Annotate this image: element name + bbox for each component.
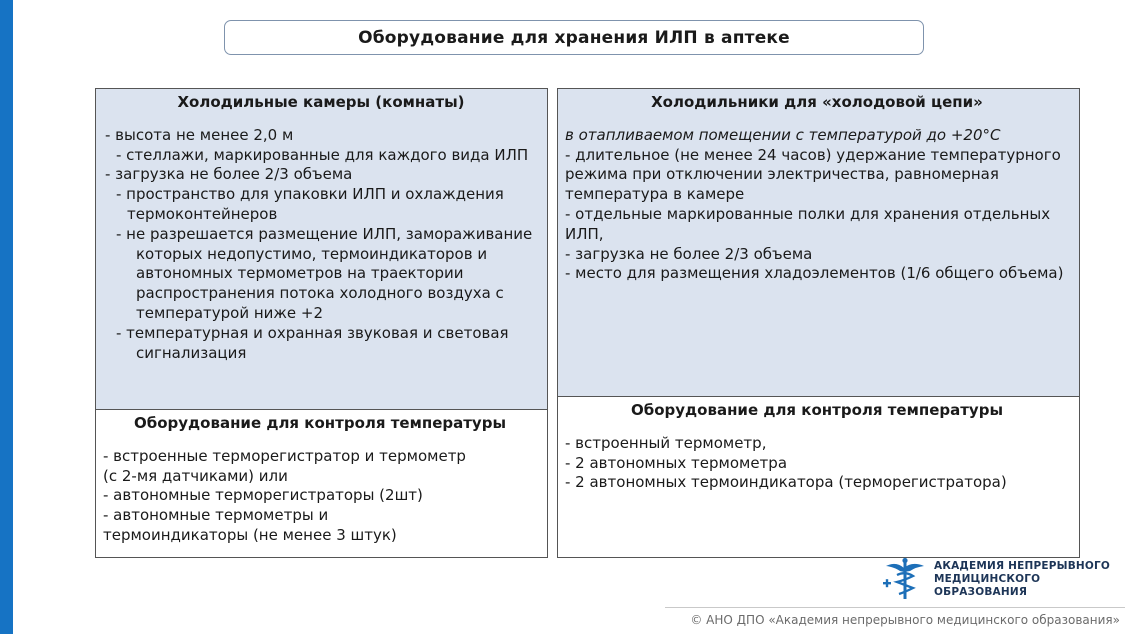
cold-chain-intro: в отапливаемом помещении с температурой до +20°С bbox=[565, 125, 1001, 144]
footer-copyright: © АНО ДПО «Академия непрерывного медицинского образования» bbox=[690, 613, 1120, 627]
logo-line-2: МЕДИЦИНСКОГО ОБРАЗОВАНИЯ bbox=[934, 572, 1041, 598]
cold-chain-fridges-panel bbox=[557, 88, 1080, 398]
cold-rooms-control-list bbox=[103, 447, 537, 546]
list-item: - встроенный термометр, bbox=[565, 433, 767, 452]
list-item: (с 2-мя датчиками) или bbox=[103, 466, 288, 485]
cold-chain-heading: Холодильники для «холодовой цепи» bbox=[651, 93, 983, 111]
list-item: - высота не менее 2,0 м bbox=[105, 125, 294, 144]
list-item: - загрузка не более 2/3 объема bbox=[565, 244, 813, 263]
list-item: - пространство для упаковки ИЛП и охлаждения термоконтейнеров bbox=[116, 185, 504, 223]
cold-chain-control-panel bbox=[557, 396, 1080, 558]
list-item: - автономные терморегистраторы (2шт) bbox=[103, 486, 423, 505]
cold-rooms-heading: Холодильные камеры (комнаты) bbox=[177, 93, 465, 111]
caduceus-icon bbox=[880, 557, 930, 601]
list-item: - автономные термометры и bbox=[103, 506, 329, 525]
list-item: - 2 автономных термометра bbox=[565, 453, 788, 472]
cold-rooms-list bbox=[105, 126, 537, 364]
footer-divider bbox=[665, 607, 1125, 608]
cold-rooms-control-panel bbox=[95, 409, 548, 558]
list-item: - температурная и охранная звуковая и световая сигнализация bbox=[116, 323, 509, 362]
control-heading: Оборудование для контроля температуры bbox=[630, 401, 1004, 419]
list-item: - отдельные маркированные полки для хранения отдельных ИЛП, bbox=[565, 204, 1051, 243]
list-item: - 2 автономных термоиндикатора (терморегистратора) bbox=[565, 473, 1007, 492]
list-item: - место для размещения хладоэлементов (1/6 общего объема) bbox=[565, 264, 1064, 283]
cold-chain-control-list bbox=[565, 434, 1069, 493]
control-heading: Оборудование для контроля температуры bbox=[133, 414, 507, 432]
logo-line-1: АКАДЕМИЯ НЕПРЕРЫВНОГО bbox=[934, 559, 1111, 572]
list-item: - стеллажи, маркированные для каждого вида ИЛП bbox=[116, 145, 529, 164]
cold-rooms-panel bbox=[95, 88, 548, 411]
list-item: - загрузка не более 2/3 объема bbox=[105, 165, 353, 184]
academy-logo bbox=[880, 556, 1120, 602]
left-accent-bar bbox=[0, 0, 13, 634]
page-title: Оборудование для хранения ИЛП в аптеке bbox=[224, 20, 924, 55]
list-item: - не разрешается размещение ИЛП, замораживание которых недопустимо, термоиндикаторов и автономных термометров на траектории распространения потока холодного воздуха с температурой ниже +2 bbox=[116, 224, 533, 322]
cold-chain-list bbox=[565, 126, 1069, 284]
list-item: термоиндикаторы (не менее 3 штук) bbox=[103, 525, 397, 544]
logo-text bbox=[934, 560, 1120, 599]
list-item: - длительное (не менее 24 часов) удержание температурного режима при отключении электричества, равномерная температура в камере bbox=[565, 145, 1061, 204]
list-item: - встроенные терморегистратор и термометр bbox=[103, 446, 466, 465]
